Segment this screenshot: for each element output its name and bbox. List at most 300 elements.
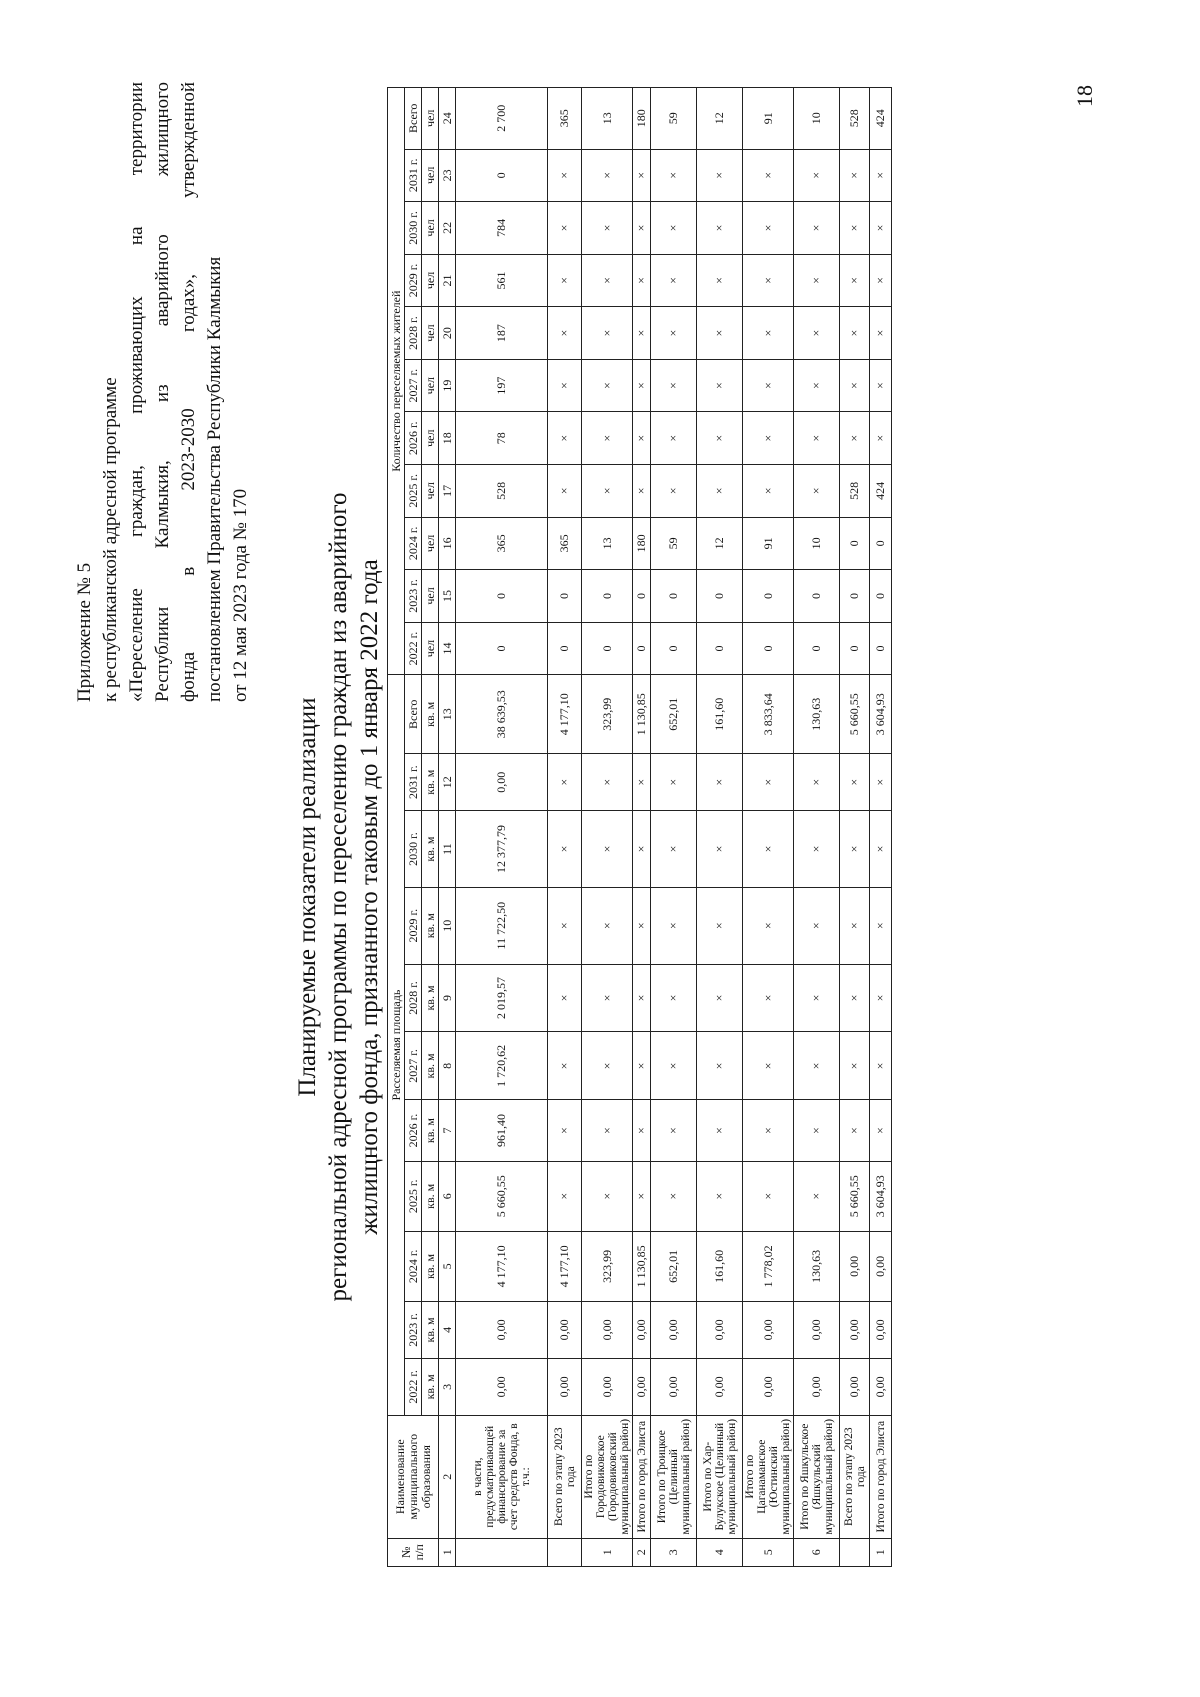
header-area-unit: кв. м	[422, 1358, 439, 1415]
header-column-number: 9	[439, 964, 456, 1032]
header-residents-year: 2026 г.	[405, 412, 422, 465]
row-name: Итого по Городовиковское (Городовиковский муниципальный район)	[582, 1415, 633, 1538]
table-cell: ×	[794, 964, 840, 1032]
table-cell: ×	[697, 412, 743, 465]
table-cell: 59	[651, 88, 697, 150]
table-cell: ×	[794, 412, 840, 465]
table-cell: ×	[548, 202, 582, 255]
table-cell: 10	[794, 88, 840, 150]
header-area-year: 2028 г.	[405, 964, 422, 1032]
table-cell: 424	[870, 465, 892, 518]
table-cell: ×	[633, 412, 651, 465]
table-cell: ×	[633, 811, 651, 888]
table-cell: 424	[870, 88, 892, 150]
header-column-number: 1	[439, 1538, 456, 1566]
document-title	[292, 237, 385, 1557]
header-area-unit: кв. м	[422, 1231, 439, 1301]
header-column-number: 19	[439, 359, 456, 412]
header-years-row	[405, 88, 422, 1567]
table-cell: 0	[743, 570, 794, 623]
row-name: Итого по Цаганаманское (Юстинский муниципальный район)	[743, 1415, 794, 1538]
table-cell: ×	[870, 1032, 892, 1100]
table-cell: 0,00	[456, 754, 548, 811]
header-column-number: 21	[439, 254, 456, 307]
header-residents-unit: чел	[422, 570, 439, 623]
header-column-number: 16	[439, 517, 456, 570]
table-cell: 4 177,10	[548, 675, 582, 754]
table-cell: ×	[697, 1161, 743, 1231]
row-number: 1	[582, 1538, 633, 1566]
title-line: жилищного фонда, признанного таковым до 1 января 2022 года	[356, 559, 383, 1235]
table-cell: 0	[743, 622, 794, 675]
table-cell: 0	[697, 622, 743, 675]
row-number: 4	[697, 1538, 743, 1566]
table-cell: ×	[794, 254, 840, 307]
table-cell: 1 720,62	[456, 1032, 548, 1100]
table-cell: 0,00	[633, 1301, 651, 1358]
table-cell: ×	[548, 465, 582, 518]
table-cell: ×	[582, 1100, 633, 1161]
row-name: в части, предусматривающей финансирование за счет средств Фонда, в т.ч.:	[456, 1415, 548, 1538]
table-cell: ×	[743, 1100, 794, 1161]
table-cell: 0,00	[697, 1301, 743, 1358]
row-number	[548, 1538, 582, 1566]
table-cell: 0	[582, 570, 633, 623]
table-cell: 0	[456, 570, 548, 623]
table-cell: ×	[651, 307, 697, 360]
table-cell: 961,40	[456, 1100, 548, 1161]
table-cell: 652,01	[651, 675, 697, 754]
table-body	[456, 88, 892, 1567]
table-cell: ×	[697, 811, 743, 888]
header-residents-year: 2028 г.	[405, 307, 422, 360]
table-cell: 0,00	[582, 1301, 633, 1358]
appendix-line: «Переселение граждан, проживающих на территории	[126, 82, 147, 702]
table-cell: ×	[582, 465, 633, 518]
table-row	[582, 88, 633, 1567]
table-cell: ×	[582, 359, 633, 412]
table-cell: 0	[651, 622, 697, 675]
table-cell: 0,00	[840, 1358, 870, 1415]
header-column-number: 23	[439, 149, 456, 202]
header-column-number: 4	[439, 1301, 456, 1358]
table-cell: ×	[743, 202, 794, 255]
header-area-year: 2023 г.	[405, 1301, 422, 1358]
table-cell: ×	[870, 811, 892, 888]
row-number	[456, 1538, 548, 1566]
table-cell: ×	[840, 754, 870, 811]
table-cell: 3 604,93	[870, 675, 892, 754]
table-cell: 0,00	[743, 1301, 794, 1358]
table-cell: ×	[794, 1161, 840, 1231]
table-cell: ×	[633, 1032, 651, 1100]
header-column-number: 3	[439, 1358, 456, 1415]
header-column-number: 6	[439, 1161, 456, 1231]
table-cell: ×	[870, 307, 892, 360]
table-cell: 13	[582, 517, 633, 570]
table-cell: ×	[697, 149, 743, 202]
table-cell: ×	[870, 412, 892, 465]
row-number: 3	[651, 1538, 697, 1566]
table-cell: 59	[651, 517, 697, 570]
table-cell: 0	[870, 517, 892, 570]
table-cell: 0	[582, 622, 633, 675]
title-line: Планируемые показатели реализации	[294, 697, 321, 1097]
table-cell: ×	[870, 359, 892, 412]
table-cell: ×	[582, 1161, 633, 1231]
row-name: Итого по Хар-Булукское (Целинный муниципальный район)	[697, 1415, 743, 1538]
table-cell: ×	[794, 465, 840, 518]
header-area-year: 2027 г.	[405, 1032, 422, 1100]
row-name: Итого по город Элиста	[633, 1415, 651, 1538]
table-cell: ×	[548, 307, 582, 360]
header-residents-year: 2024 г.	[405, 517, 422, 570]
title-line: региональной адресной программы по переселению граждан из аварийного	[325, 492, 352, 1302]
table-cell: 4 177,10	[548, 1231, 582, 1301]
header-column-number: 7	[439, 1100, 456, 1161]
table-cell: ×	[743, 811, 794, 888]
table-cell: ×	[870, 202, 892, 255]
table-cell: 561	[456, 254, 548, 307]
table-cell: 0,00	[548, 1301, 582, 1358]
header-no: № п/п	[388, 1538, 439, 1566]
table-cell: ×	[794, 307, 840, 360]
table-cell: ×	[743, 1161, 794, 1231]
table-cell: ×	[794, 1032, 840, 1100]
table-header	[388, 88, 456, 1567]
header-area-unit: кв. м	[422, 675, 439, 754]
table-cell: 1 130,85	[633, 1231, 651, 1301]
table-cell: ×	[697, 254, 743, 307]
table-cell: ×	[651, 412, 697, 465]
table-cell: 0	[633, 622, 651, 675]
table-cell: 5 660,55	[456, 1161, 548, 1231]
table-cell: 528	[456, 465, 548, 518]
table-cell: ×	[697, 887, 743, 964]
table-row	[651, 88, 697, 1567]
header-column-number: 5	[439, 1231, 456, 1301]
table-cell: ×	[651, 754, 697, 811]
header-column-number: 22	[439, 202, 456, 255]
header-residents-group: Количество переселяемых жителей	[388, 88, 405, 675]
table-cell: ×	[743, 149, 794, 202]
header-column-number: 17	[439, 465, 456, 518]
table-cell: 78	[456, 412, 548, 465]
table-cell: 0,00	[582, 1358, 633, 1415]
table-cell: 10	[794, 517, 840, 570]
table-cell: ×	[840, 202, 870, 255]
table-cell: 3 604,93	[870, 1161, 892, 1231]
header-residents-unit: чел	[422, 359, 439, 412]
header-area-unit: кв. м	[422, 811, 439, 888]
table-cell: 0	[651, 570, 697, 623]
table-cell: ×	[633, 307, 651, 360]
table-cell: 365	[548, 517, 582, 570]
row-name: Итого по город Элиста	[870, 1415, 892, 1538]
header-column-number: 10	[439, 887, 456, 964]
table-cell: ×	[743, 465, 794, 518]
header-column-number: 15	[439, 570, 456, 623]
header-residents-year: 2027 г.	[405, 359, 422, 412]
table-cell: ×	[840, 1100, 870, 1161]
table-cell: 3 833,64	[743, 675, 794, 754]
table-cell: ×	[548, 412, 582, 465]
table-cell: ×	[633, 202, 651, 255]
table-cell: ×	[651, 202, 697, 255]
table-cell: ×	[582, 964, 633, 1032]
header-area-unit: кв. м	[422, 754, 439, 811]
appendix-line: постановлением Правительства Республики Калмыкия	[204, 256, 225, 702]
table-cell: 0,00	[870, 1231, 892, 1301]
header-residents-year: 2022 г.	[405, 622, 422, 675]
header-residents-unit: чел	[422, 465, 439, 518]
header-column-numbers-row	[439, 88, 456, 1567]
table-cell: 0	[794, 570, 840, 623]
table-cell: ×	[651, 1161, 697, 1231]
appendix-line: к республиканской адресной программе	[100, 377, 121, 702]
header-area-year: 2031 г.	[405, 754, 422, 811]
table-cell: 784	[456, 202, 548, 255]
table-cell: ×	[697, 465, 743, 518]
table-cell: 12	[697, 88, 743, 150]
table-cell: ×	[548, 1100, 582, 1161]
table-cell: ×	[633, 254, 651, 307]
header-area-year: 2025 г.	[405, 1161, 422, 1231]
table-cell: ×	[697, 754, 743, 811]
header-residents-year: 2025 г.	[405, 465, 422, 518]
table-cell: 1 778,02	[743, 1231, 794, 1301]
header-area-unit: кв. м	[422, 1032, 439, 1100]
table-cell: 130,63	[794, 675, 840, 754]
table-cell: ×	[840, 412, 870, 465]
table-cell: ×	[548, 811, 582, 888]
appendix-line: от 12 мая 2023 года № 170	[230, 488, 251, 702]
header-area-unit: кв. м	[422, 964, 439, 1032]
header-column-number: 8	[439, 1032, 456, 1100]
table-cell: ×	[548, 149, 582, 202]
table-cell: 0	[840, 570, 870, 623]
header-residents-unit: чел	[422, 88, 439, 150]
table-cell: ×	[548, 754, 582, 811]
header-column-number: 11	[439, 811, 456, 888]
table-cell: 0	[633, 570, 651, 623]
table-cell: 2 019,57	[456, 964, 548, 1032]
table-cell: 0,00	[651, 1358, 697, 1415]
table-cell: 0,00	[456, 1358, 548, 1415]
table-cell: 0	[697, 570, 743, 623]
appendix-line: Приложение № 5	[74, 562, 95, 702]
table-cell: ×	[794, 202, 840, 255]
header-column-number: 24	[439, 88, 456, 150]
table-cell: ×	[633, 964, 651, 1032]
table-cell: 0	[840, 517, 870, 570]
header-column-number: 18	[439, 412, 456, 465]
table-cell: 0,00	[456, 1301, 548, 1358]
table-cell: 0	[840, 622, 870, 675]
row-name: Всего по этапу 2023 года	[840, 1415, 870, 1538]
header-area-unit: кв. м	[422, 887, 439, 964]
table-cell: ×	[633, 887, 651, 964]
table-cell: 0	[456, 622, 548, 675]
table-cell: ×	[582, 412, 633, 465]
table-cell: ×	[697, 307, 743, 360]
header-name: Наименование муниципального образования	[388, 1415, 439, 1538]
table-cell: ×	[794, 1100, 840, 1161]
header-column-number: 12	[439, 754, 456, 811]
table-cell: 187	[456, 307, 548, 360]
table-cell: ×	[651, 149, 697, 202]
table-cell: ×	[743, 887, 794, 964]
table-cell: 5 660,55	[840, 675, 870, 754]
table-cell: ×	[794, 359, 840, 412]
table-cell: 0	[548, 570, 582, 623]
table-cell: ×	[651, 254, 697, 307]
table-cell: ×	[697, 359, 743, 412]
table-cell: 0	[456, 149, 548, 202]
table-cell: 4 177,10	[456, 1231, 548, 1301]
table-cell: 180	[633, 517, 651, 570]
header-residents-unit: чел	[422, 202, 439, 255]
table-cell: 0,00	[794, 1301, 840, 1358]
table-cell: ×	[870, 149, 892, 202]
table-cell: 180	[633, 88, 651, 150]
table-cell: ×	[548, 254, 582, 307]
table-cell: ×	[651, 359, 697, 412]
header-residents-unit: чел	[422, 149, 439, 202]
table-cell: 0,00	[870, 1358, 892, 1415]
table-cell: ×	[870, 1100, 892, 1161]
table-cell: 0,00	[697, 1358, 743, 1415]
table-cell: ×	[697, 964, 743, 1032]
row-number: 2	[633, 1538, 651, 1566]
header-area-unit: кв. м	[422, 1161, 439, 1231]
row-name: Итого по Троицкое (Целинный муниципальный район)	[651, 1415, 697, 1538]
table-cell: ×	[870, 964, 892, 1032]
table-cell: 2 700	[456, 88, 548, 150]
header-area-year: 2024 г.	[405, 1231, 422, 1301]
table-cell: ×	[651, 1100, 697, 1161]
table-cell: 161,60	[697, 675, 743, 754]
table-row	[456, 88, 548, 1567]
table-cell: ×	[840, 149, 870, 202]
table-cell: ×	[840, 359, 870, 412]
table-cell: ×	[651, 1032, 697, 1100]
header-residents-year: 2023 г.	[405, 570, 422, 623]
row-name: Итого по Яшкульское (Яшкульский муниципальный район)	[794, 1415, 840, 1538]
table-cell: ×	[870, 754, 892, 811]
table-row	[633, 88, 651, 1567]
header-units-row	[422, 88, 439, 1567]
table-cell: ×	[743, 964, 794, 1032]
table-cell: 0	[870, 622, 892, 675]
table-row	[743, 88, 794, 1567]
table-cell: ×	[743, 754, 794, 811]
table-cell: 161,60	[697, 1231, 743, 1301]
table-cell: ×	[582, 1032, 633, 1100]
table-cell: 323,99	[582, 1231, 633, 1301]
table-cell: ×	[633, 1161, 651, 1231]
table-row	[548, 88, 582, 1567]
indicators-table	[387, 87, 892, 1567]
table-cell: 0,00	[651, 1301, 697, 1358]
header-residents-year: Всего	[405, 88, 422, 150]
header-residents-unit: чел	[422, 622, 439, 675]
table-row	[870, 88, 892, 1567]
table-cell: 5 660,55	[840, 1161, 870, 1231]
table-cell: 0,00	[794, 1358, 840, 1415]
table-cell: ×	[794, 887, 840, 964]
table-cell: ×	[840, 811, 870, 888]
row-name: Всего по этапу 2023 года	[548, 1415, 582, 1538]
table-cell: 11 722,50	[456, 887, 548, 964]
header-area-year: 2026 г.	[405, 1100, 422, 1161]
table-cell: 323,99	[582, 675, 633, 754]
table-cell: 38 639,53	[456, 675, 548, 754]
header-area-group: Расселяемая площадь	[388, 675, 405, 1416]
row-number: 1	[870, 1538, 892, 1566]
table-cell: 1 130,85	[633, 675, 651, 754]
table-cell: ×	[582, 254, 633, 307]
table-cell: ×	[697, 202, 743, 255]
header-residents-unit: чел	[422, 412, 439, 465]
appendix-block	[72, 82, 254, 702]
header-area-year: 2029 г.	[405, 887, 422, 964]
table-cell: 197	[456, 359, 548, 412]
header-residents-year: 2030 г.	[405, 202, 422, 255]
table-cell: 0	[794, 622, 840, 675]
table-cell: 365	[548, 88, 582, 150]
table-cell: ×	[651, 887, 697, 964]
table-cell: 0,00	[840, 1301, 870, 1358]
table-cell: ×	[840, 307, 870, 360]
header-area-year: Всего	[405, 675, 422, 754]
table-cell: ×	[840, 887, 870, 964]
table-cell: 12	[697, 517, 743, 570]
table-row	[794, 88, 840, 1567]
table-cell: ×	[633, 359, 651, 412]
table-cell: ×	[840, 1032, 870, 1100]
table-cell: ×	[582, 754, 633, 811]
table-cell: ×	[697, 1032, 743, 1100]
table-cell: ×	[870, 254, 892, 307]
header-area-unit: кв. м	[422, 1301, 439, 1358]
table-cell: ×	[840, 964, 870, 1032]
table-cell: ×	[870, 887, 892, 964]
table-cell: 0,00	[743, 1358, 794, 1415]
table-cell: ×	[582, 887, 633, 964]
table-cell: ×	[582, 307, 633, 360]
table-cell: ×	[794, 149, 840, 202]
table-cell: ×	[548, 887, 582, 964]
table-cell: ×	[743, 1032, 794, 1100]
table-cell: ×	[548, 964, 582, 1032]
appendix-line: Республики Калмыкия, из аварийного жилищного	[152, 82, 173, 702]
table-cell: 12 377,79	[456, 811, 548, 888]
appendix-line: фонда в 2023-2030 годах», утвержденной	[178, 82, 199, 702]
table-cell: ×	[548, 1032, 582, 1100]
table-cell: 91	[743, 88, 794, 150]
page-number: 18	[1072, 85, 1097, 107]
table-cell: 0,00	[840, 1231, 870, 1301]
table-cell: ×	[743, 254, 794, 307]
header-residents-year: 2031 г.	[405, 149, 422, 202]
table-cell: ×	[582, 202, 633, 255]
table-cell: ×	[840, 254, 870, 307]
table-cell: ×	[743, 359, 794, 412]
table-cell: ×	[743, 412, 794, 465]
header-residents-unit: чел	[422, 307, 439, 360]
table-cell: ×	[633, 149, 651, 202]
